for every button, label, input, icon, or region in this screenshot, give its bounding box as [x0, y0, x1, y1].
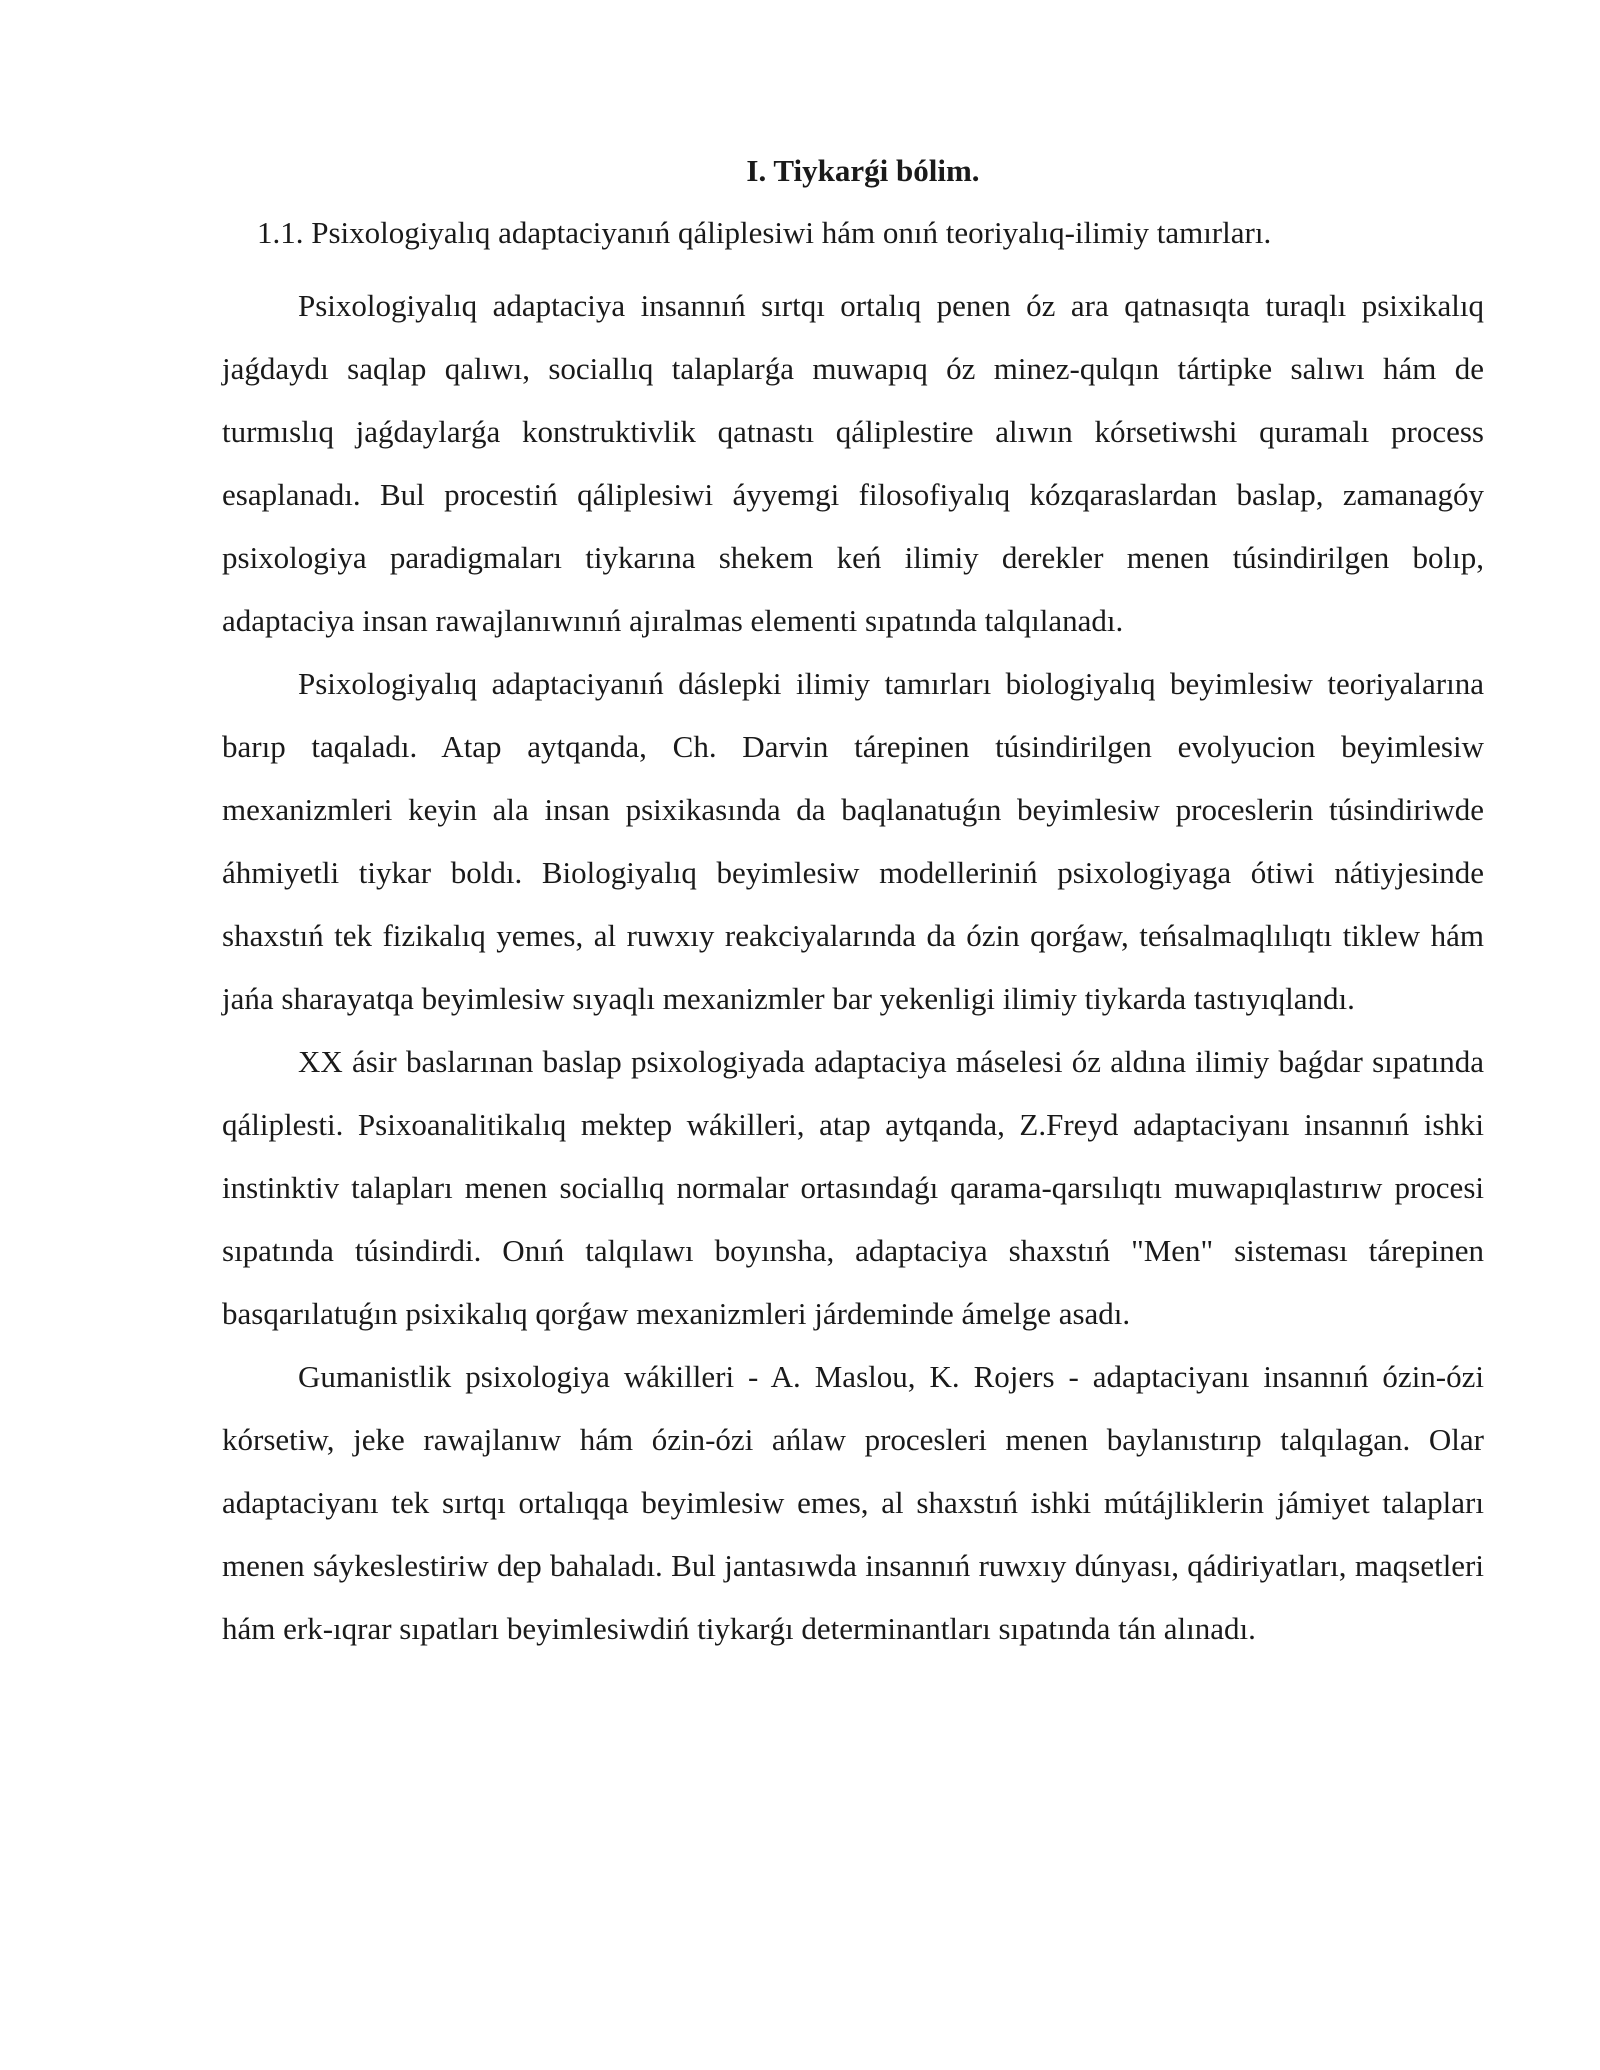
section-title: I. Tiykarǵi bólim. — [746, 153, 980, 188]
paragraph-1: Psixologiyalıq adaptaciya insannıń sırtqı ortalıq penen óz ara qatnasıqta turaqlı psixikalıq jaǵdaydı saqlap qalıwı, sociallıq talaplarǵa muwapıq óz minez-qulqın tártipke salıwı hám de turmıslıq jaǵdaylarǵa konstruktivlik qatnastı qáliplestire alıwın kórsetiwshi quramalı process esaplanadı. Bul procestiń qáliplesiwi áyyemgi filosofiyalıq kózqaraslardan baslap, zamanagóy psixologiya paradigmaları tiykarına shekem keń ilimiy derekler menen túsindirilgen bolıp, adaptaciya insan rawajlanıwınıń ajıralmas elementi sıpatında talqılanadı. — [222, 288, 1484, 638]
paragraph-3: XX ásir baslarınan baslap psixologiyada adaptaciya máselesi óz aldına ilimiy baǵdar sıpatında qáliplesti. Psixoanalitikalıq mektep wákilleri, atap aytqanda, Z.Freyd adaptaciyanı insannıń ishki instinktiv talapları menen sociallıq normalar ortasındaǵı qarama-qarsılıqtı muwapıqlastırıw procesi sıpatında túsindirdi. Onıń talqılawı boyınsha, adaptaciya shaxstıń "Men" sisteması tárepinen basqarılatuǵın psixikalıq qorǵaw mexanizmleri járdeminde ámelge asadı. — [222, 1044, 1484, 1331]
paragraph-4: Gumanistlik psixologiya wákilleri - A. Maslou, K. Rojers - adaptaciyanı insannıń ózin-ózi kórsetiw, jeke rawajlanıw hám ózin-ózi ańlaw procesleri menen baylanıstırıp talqılagan. Olar adaptaciyanı tek sırtqı ortalıqqa beyimlesiw emes, al shaxstıń ishki mútájliklerin jámiyet talapları menen sáykeslestiriw dep bahaladı. Bul jantasıwda insannıń ruwxıy dúnyası, qádiriyatları, maqsetleri hám erk-ıqrar sıpatları beyimlesiwdiń tiykarǵı determinantları sıpatında tán alınadı. — [222, 1359, 1484, 1646]
paragraph-2: Psixologiyalıq adaptaciyanıń dáslepki ilimiy tamırları biologiyalıq beyimlesiw teoriyalarına barıp taqaladı. Atap aytqanda, Ch. Darvin tárepinen túsindirilgen evolyucion beyimlesiw mexanizmleri keyin ala insan psixikasında da baqlanatuǵın beyimlesiw proceslerin túsindiriwde áhmiyetli tiykar boldı. Biologiyalıq beyimlesiw modelleriniń psixologiyaga ótiwi nátiyjesinde shaxstıń tek fizikalıq yemes, al ruwxıy reakciyalarında da ózin qorǵaw, teńsalmaqlılıqtı tiklew hám jańa sharayatqa beyimlesiw sıyaqlı mexanizmler bar yekenligi ilimiy tiykarda tastıyıqlandı. — [222, 666, 1484, 1016]
subsection-heading: 1.1. Psixologiyalıq adaptaciyanıń qáliplesiwi hám onıń teoriyalıq-ilimiy tamırları. — [257, 215, 1272, 250]
document-page — [222, 150, 1484, 1660]
